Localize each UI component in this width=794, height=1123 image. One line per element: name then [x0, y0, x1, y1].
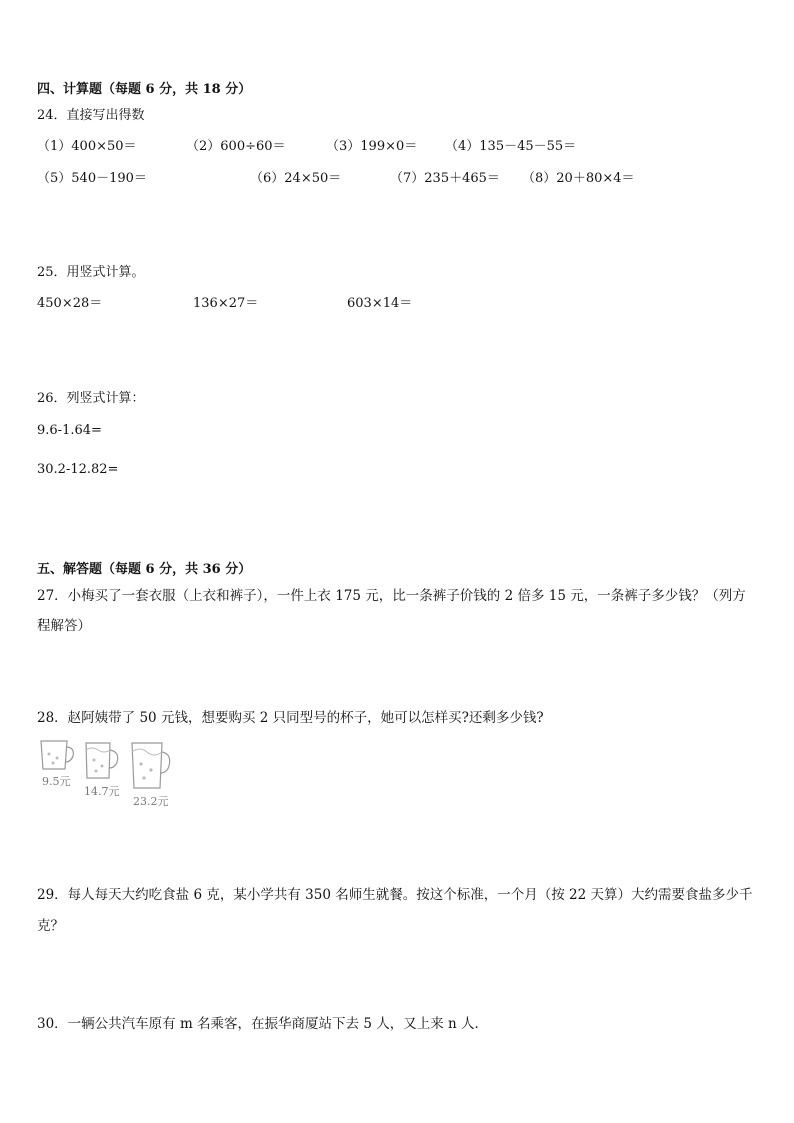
- cup-price-1: 9.5元: [42, 775, 71, 788]
- q25-stem: 25．用竖式计算。: [37, 265, 145, 280]
- q26-item-1: 9.6-1.64=: [37, 423, 102, 438]
- cup-icon: [37, 738, 77, 772]
- section5-title: 五、解答题（每题 6 分，共 36 分）: [37, 562, 252, 577]
- cup-price-3: 23.2元: [133, 795, 169, 808]
- q29-line2: 克？: [37, 918, 64, 934]
- section4-title: 四、计算题（每题 6 分，共 18 分）: [37, 82, 252, 97]
- cup-icon: [82, 740, 122, 782]
- q24-item-7: （7）235＋465＝: [390, 171, 500, 186]
- q24-item-1: （1）400×50＝: [37, 139, 137, 154]
- q24-stem: 24．直接写出得数: [37, 108, 145, 123]
- q24-item-5: （5）540－190＝: [37, 171, 147, 186]
- q27-line2: 程解答）: [37, 618, 91, 634]
- q24-item-6: （6）24×50＝: [250, 171, 342, 186]
- q25-item-2: 136×27＝: [193, 296, 259, 311]
- q25-item-1: 450×28＝: [37, 296, 103, 311]
- cup-price-2: 14.7元: [84, 785, 120, 798]
- q24-item-2: （2）600÷60＝: [186, 139, 286, 154]
- q26-stem: 26．列竖式计算：: [37, 391, 145, 406]
- q24-item-4: （4）135－45－55＝: [445, 139, 577, 154]
- q29-line1: 29．每人每天大约吃食盐 6 克，某小学共有 350 名师生就餐。按这个标准，一个月（按 22 天算）大约需要食盐多少千: [37, 887, 753, 903]
- q25-item-3: 603×14＝: [347, 296, 413, 311]
- q24-item-8: （8）20＋80×4＝: [522, 171, 635, 186]
- cup-icon: [128, 740, 174, 792]
- q24-item-3: （3）199×0＝: [326, 139, 418, 154]
- q30-stem: 30．一辆公共汽车原有 m 名乘客，在振华商厦站下去 5 人，又上来 n 人．: [37, 1016, 489, 1032]
- q28-stem: 28．赵阿姨带了 50 元钱，想要购买 2 只同型号的杯子，她可以怎样买?还剩多少钱?: [37, 710, 544, 726]
- q27-line1: 27．小梅买了一套衣服（上衣和裤子），一件上衣 175 元，比一条裤子价钱的 2 倍多 15 元，一条裤子多少钱？（列方: [37, 588, 746, 604]
- q26-item-2: 30.2-12.82=: [37, 462, 119, 477]
